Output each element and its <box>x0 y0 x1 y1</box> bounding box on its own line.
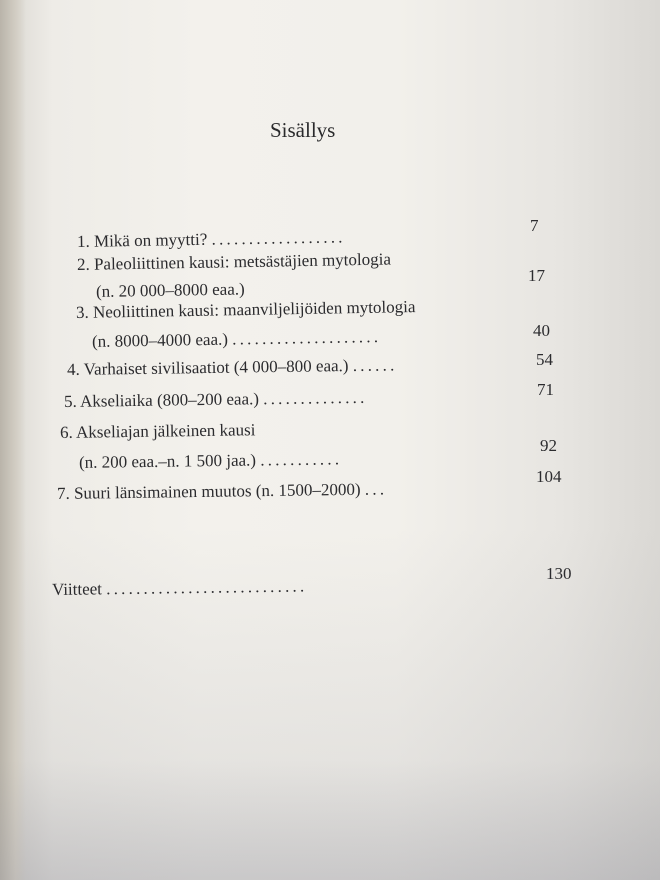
toc-entry-7 <box>57 479 387 504</box>
toc-leader-dots: .................. <box>211 227 346 249</box>
page-shadow <box>0 760 660 880</box>
toc-entry-page: 54 <box>536 350 553 369</box>
toc-entry-1 <box>77 227 346 252</box>
toc-entry-5 <box>64 388 368 412</box>
toc-leader-dots: .................... <box>232 326 382 349</box>
toc-leader-dots: ... <box>364 479 388 499</box>
toc-entry-3-line2 <box>92 327 382 352</box>
toc-leader-dots: .............. <box>263 387 368 409</box>
toc-entry-sublabel: (n. 200 eaa.–n. 1 500 jaa.) <box>78 450 257 472</box>
toc-entry-6-line1 <box>60 420 256 443</box>
book-spine-edge <box>0 0 26 880</box>
toc-entry-sublabel: (n. 8000–4000 eaa.) <box>91 329 229 351</box>
toc-entry-page: 17 <box>528 266 545 285</box>
toc-entry-label: 3. Neoliittinen kausi: maanviljelijöiden mytologia <box>75 297 416 322</box>
toc-notes-page: 130 <box>546 564 572 583</box>
toc-entry-page: 40 <box>533 321 550 340</box>
toc-entry-label: 5. Akseliaika (800–200 eaa.) <box>63 389 260 411</box>
toc-entry-label: 2. Paleoliittinen kausi: metsästäjien mytologia <box>76 249 392 274</box>
toc-leader-dots: ........... <box>260 449 343 470</box>
toc-entry-page: 71 <box>537 380 554 399</box>
toc-leader-dots: ........................... <box>106 576 308 599</box>
page-title: Sisällys <box>270 118 336 142</box>
toc-notes-label: Viitteet <box>51 579 103 599</box>
toc-notes <box>52 576 308 600</box>
toc-entry-4 <box>67 355 398 380</box>
toc-entry-label: 7. Suuri länsimainen muutos (n. 1500–2000) <box>56 479 361 503</box>
toc-entry-page: 104 <box>536 467 562 486</box>
toc-leader-dots: ...... <box>352 355 398 376</box>
toc-entry-2-line2 <box>96 279 245 302</box>
toc-entry-page: 92 <box>540 436 557 455</box>
toc-entry-6-line2 <box>79 449 342 473</box>
toc-entry-sublabel: (n. 20 000–8000 eaa.) <box>95 279 245 301</box>
toc-entry-2-line1 <box>77 250 391 275</box>
toc-entry-page: 7 <box>530 216 539 235</box>
toc-entry-label: 6. Akseliajan jälkeinen kausi <box>59 420 256 442</box>
toc-entry-label: 4. Varhaiset sivilisaatiot (4 000–800 eaa.) <box>66 356 349 379</box>
toc-entry-label: 1. Mikä on myytti? <box>76 229 208 251</box>
